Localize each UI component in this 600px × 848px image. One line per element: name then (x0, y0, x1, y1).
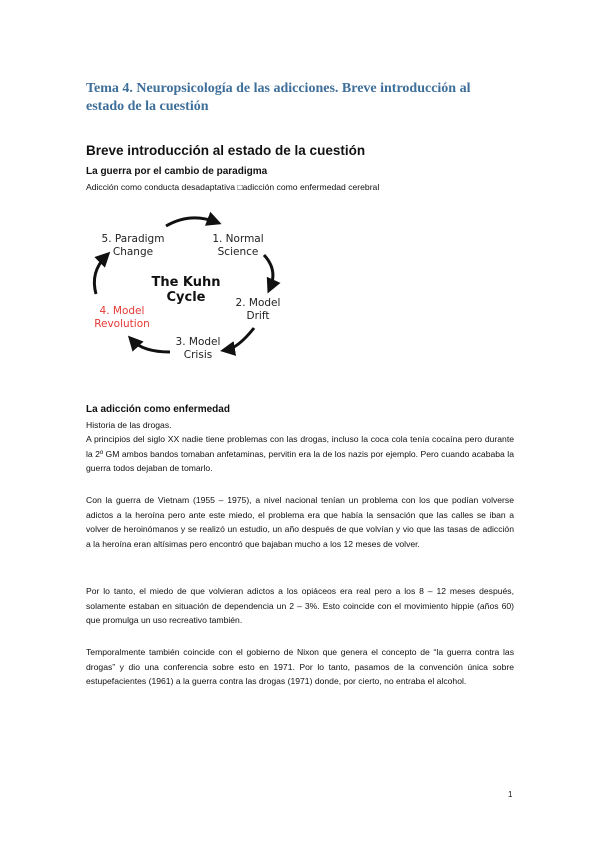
paragraph-2: Con la guerra de Vietnam (1955 – 1975), a nivel nacional tenían un problema con los que podían volverse adictos a la heroína pero ante este miedo, el problema era que había la sensación que las calles se iban a volver de heroinómanos y se realizó un estudio, un año después de que volvían y vio que las tasas de adicción a la heroína eran altísimas pero encontró que bajaban mucho a los 12 meses de volver. (86, 495, 514, 549)
document-title: Tema 4. Neuropsicología de las adicciones. Breve introducción al estado de la cuestión (86, 81, 471, 114)
paragraph-1: A principios del siglo XX nadie tiene problemas con las drogas, incluso la coca cola tenía cocaína pero durante la 2º GM ambos bandos tomaban anfetaminas, pervitin era la de los nazis por ejemplo. Pero cuando acababa la guerra todos dejaban de tomarlo. (86, 434, 514, 473)
step4-label-line2: Revolution (94, 318, 150, 330)
history-subheading: Historia de las drogas. (86, 420, 172, 430)
subsection-heading-disease: La adicción como enfermedad (86, 404, 230, 415)
step4-label-line1: 4. Model (99, 305, 145, 317)
cycle-arrow-bottom-right (226, 328, 254, 350)
step2-label-line2: Drift (246, 310, 270, 322)
step1-label-line2: Science (217, 246, 259, 258)
subsection-heading-paradigm: La guerra por el cambio de paradigma (86, 166, 268, 177)
step2-label-line1: 2. Model (235, 297, 281, 309)
kuhn-cycle-diagram (88, 210, 303, 365)
step5-label-line1: 5. Paradigm (101, 233, 165, 245)
step5-label-line2: Change (112, 246, 154, 258)
cycle-center-line1: The Kuhn (151, 275, 221, 290)
step3-label-line2: Crisis (183, 349, 213, 361)
cycle-arrow-bottom-left (132, 340, 170, 352)
paradigm-line: Adicción como conducta desadaptativa □adicción como enfermedad cerebral (86, 182, 380, 192)
cycle-arrow-left (94, 256, 106, 294)
cycle-arrow-right (264, 255, 273, 288)
cycle-arrow-top (166, 218, 216, 226)
paragraph-4: Temporalmente también coincide con el gobierno de Nixon que genera el concepto de “la guerra contra las drogas” y dio una conferencia sobre esto en 1971. Por lo tanto, pasamos de la convención única sobre estupefacientes (1961) a la guerra contra las drogas (1971) donde, por cierto, no entraba el alcohol. (86, 647, 514, 686)
section-heading: Breve introducción al estado de la cuestión (86, 143, 366, 158)
step3-label-line1: 3. Model (175, 336, 221, 348)
page-number: 1 (508, 790, 513, 799)
cycle-center-line2: Cycle (166, 290, 206, 305)
paragraph-3: Por lo tanto, el miedo de que volvieran adictos a los opiáceos era real pero a los 8 – 12 meses después, solamente estaban en situación de dependencia un 2 – 3%. Esto coincide con el movimiento hippie (años 60) que promulga un uso recreativo también. (86, 586, 514, 625)
step1-label-line1: 1. Normal (212, 233, 264, 245)
